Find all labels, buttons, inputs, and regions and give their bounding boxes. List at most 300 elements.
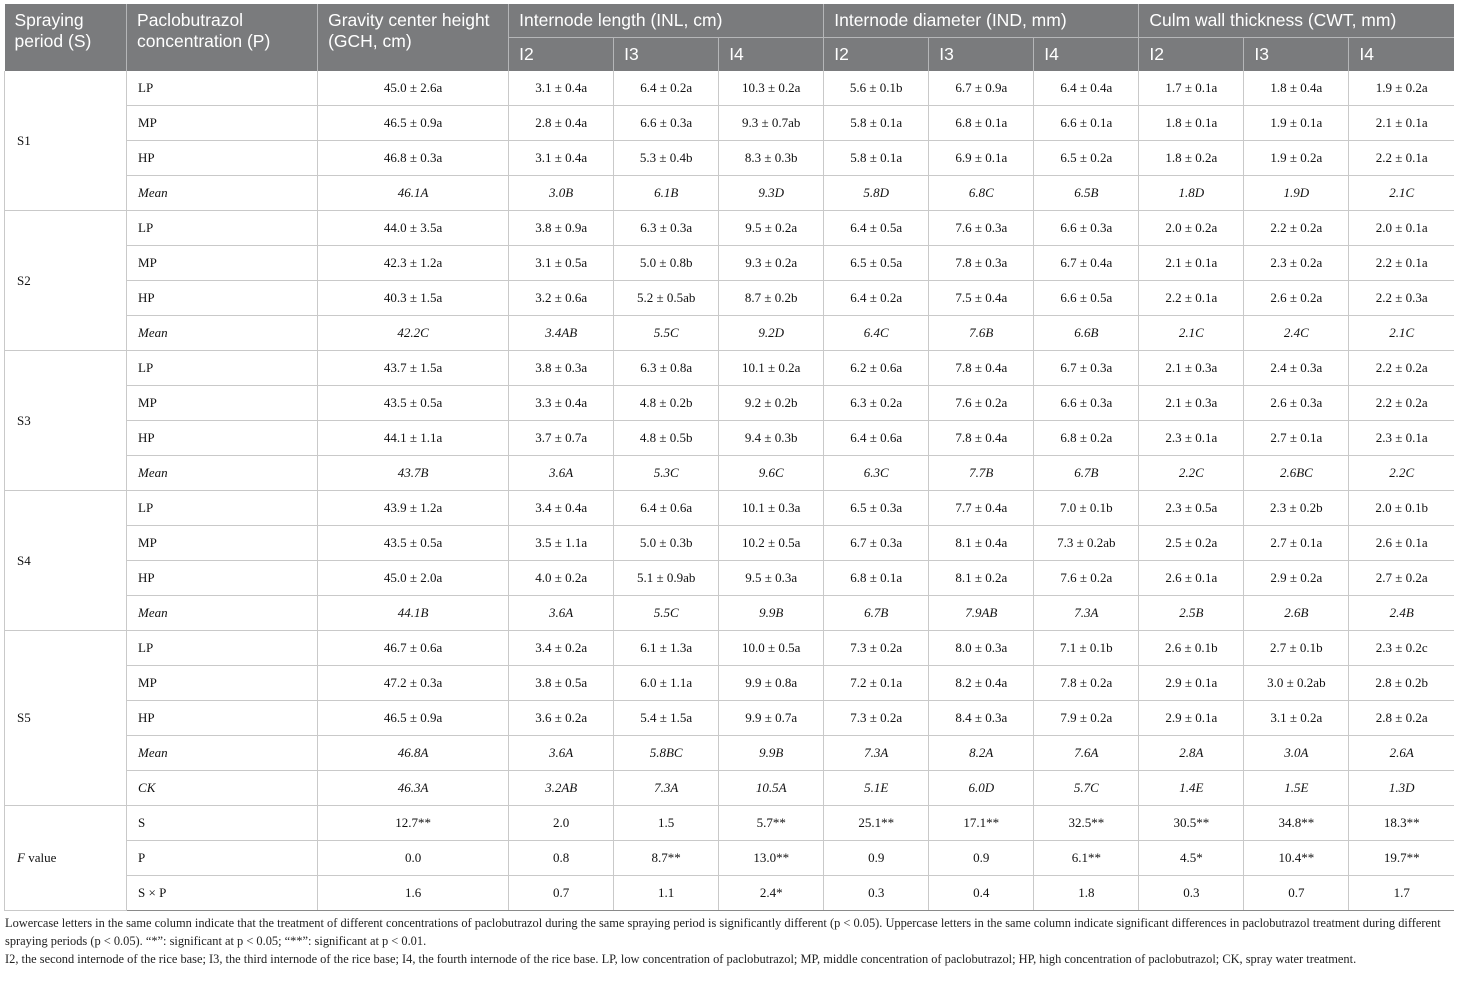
table-cell: 7.9AB [929,596,1034,631]
table-cell: 3.6A [509,456,614,491]
table-cell: 4.8 ± 0.5b [614,421,719,456]
table-cell: 6.0 ± 1.1a [614,666,719,701]
table-cell: 6.6 ± 0.3a [1034,211,1139,246]
period-rest-text: value [24,850,57,865]
table-cell: 2.8 ± 0.2b [1349,666,1454,701]
footnote-significance: Lowercase letters in the same column indicate that the treatment of different concentrations of paclobutrazol during the same spraying period is significantly different (p < 0.05). Uppercase letters in the same column indicate significant differences in paclobutrazol treatment during different spraying periods (p < 0.05). “*”: significant at p < 0.05; “**”: significant at p < 0.01. [5,916,1441,948]
table-cell: 7.6 ± 0.2a [929,386,1034,421]
table-cell: 1.8 ± 0.1a [1139,106,1244,141]
table-footnotes [4,914,1454,968]
header-gravity-center-height: Gravity center height (GCH, cm) [318,4,509,71]
table-cell: 19.7** [1349,841,1454,876]
table-body [5,71,1455,911]
row-label: Mean [127,456,318,491]
table-cell: 2.1C [1349,316,1454,351]
table-row [5,386,1455,421]
row-label: Mean [127,176,318,211]
table-cell: 9.9 ± 0.7a [719,701,824,736]
table-cell: 2.6 ± 0.1a [1349,526,1454,561]
table-cell: 3.3 ± 0.4a [509,386,614,421]
table-row [5,701,1455,736]
table-row [5,71,1455,106]
table-cell: 6.4 ± 0.2a [614,71,719,106]
header-internode-diameter: Internode diameter (IND, mm) [824,4,1139,38]
table-cell: 6.3C [824,456,929,491]
table-cell: 2.1 ± 0.3a [1139,351,1244,386]
table-cell: 3.1 ± 0.5a [509,246,614,281]
row-label: LP [127,351,318,386]
table-cell: 2.0 [509,806,614,841]
table-cell: 6.7B [824,596,929,631]
table-cell: 7.9 ± 0.2a [1034,701,1139,736]
table-cell: 42.3 ± 1.2a [318,246,509,281]
row-label: HP [127,701,318,736]
subheader-ind-i2: I2 [824,38,929,72]
table-cell: 2.4 ± 0.3a [1244,351,1349,386]
table-cell: 9.9B [719,596,824,631]
table-cell: 1.6 [318,876,509,911]
table-cell: 2.9 ± 0.1a [1139,666,1244,701]
table-cell: 7.3A [614,771,719,806]
subheader-inl-i2: I2 [509,38,614,72]
table-cell: 1.8 ± 0.2a [1139,141,1244,176]
table-cell: 5.8 ± 0.1a [824,141,929,176]
table-cell: 9.6C [719,456,824,491]
table-cell: 2.6B [1244,596,1349,631]
table-cell: 4.8 ± 0.2b [614,386,719,421]
table-cell: 47.2 ± 0.3a [318,666,509,701]
table-cell: 6.7 ± 0.9a [929,71,1034,106]
table-cell: 7.3 ± 0.2ab [1034,526,1139,561]
table-row [5,351,1455,386]
table-cell: 2.5B [1139,596,1244,631]
row-label: Mean [127,596,318,631]
table-cell: 13.0** [719,841,824,876]
table-cell: 7.5 ± 0.4a [929,281,1034,316]
table-cell: 0.4 [929,876,1034,911]
table-cell: 2.3 ± 0.1a [1139,421,1244,456]
table-cell: 8.4 ± 0.3a [929,701,1034,736]
data-table [4,4,1454,911]
header-internode-length: Internode length (INL, cm) [509,4,824,38]
table-cell: 2.0 ± 0.1a [1349,211,1454,246]
row-label: LP [127,211,318,246]
table-cell: 46.8 ± 0.3a [318,141,509,176]
table-row [5,106,1455,141]
table-cell: 34.8** [1244,806,1349,841]
subheader-ind-i3: I3 [929,38,1034,72]
table-cell: 46.7 ± 0.6a [318,631,509,666]
table-cell: 0.9 [929,841,1034,876]
table-row [5,876,1455,911]
table-cell: 2.2C [1139,456,1244,491]
row-label: MP [127,246,318,281]
table-cell: 2.3 ± 0.2a [1244,246,1349,281]
table-cell: 9.5 ± 0.2a [719,211,824,246]
table-cell: 2.9 ± 0.2a [1244,561,1349,596]
table-cell: 1.7 ± 0.1a [1139,71,1244,106]
table-cell: 10.5A [719,771,824,806]
table-cell: 1.7 [1349,876,1454,911]
table-cell: 30.5** [1139,806,1244,841]
table-cell: 9.9B [719,736,824,771]
table-cell: 7.6 ± 0.2a [1034,561,1139,596]
row-label: HP [127,421,318,456]
table-row [5,841,1455,876]
table-cell: 6.8 ± 0.1a [929,106,1034,141]
table-cell: 6.4 ± 0.4a [1034,71,1139,106]
row-group-period: S1 [5,71,127,211]
table-cell: 1.5 [614,806,719,841]
table-cell: 5.7C [1034,771,1139,806]
table-cell: 2.2C [1349,456,1454,491]
table-cell: 46.3A [318,771,509,806]
table-cell: 3.8 ± 0.9a [509,211,614,246]
table-cell: 2.6BC [1244,456,1349,491]
table-cell: 2.9 ± 0.1a [1139,701,1244,736]
table-cell: 1.9 ± 0.1a [1244,106,1349,141]
table-cell: 5.1 ± 0.9ab [614,561,719,596]
table-cell: 5.0 ± 0.8b [614,246,719,281]
table-cell: 18.3** [1349,806,1454,841]
table-cell: 6.7B [1034,456,1139,491]
table-cell: 5.6 ± 0.1b [824,71,929,106]
table-cell: 2.6 ± 0.1b [1139,631,1244,666]
table-cell: 8.0 ± 0.3a [929,631,1034,666]
table-cell: 3.6A [509,596,614,631]
table-row [5,561,1455,596]
table-cell: 25.1** [824,806,929,841]
table-cell: 6.4 ± 0.6a [614,491,719,526]
table-cell: 4.5* [1139,841,1244,876]
table-cell: 6.2 ± 0.6a [824,351,929,386]
table-cell: 10.3 ± 0.2a [719,71,824,106]
table-cell: 2.6A [1349,736,1454,771]
table-cell: 5.5C [614,596,719,631]
table-cell: 10.1 ± 0.2a [719,351,824,386]
table-cell: 1.5E [1244,771,1349,806]
row-label: LP [127,71,318,106]
table-cell: 7.7B [929,456,1034,491]
table-cell: 8.7** [614,841,719,876]
table-cell: 2.2 ± 0.1a [1349,246,1454,281]
table-cell: 2.2 ± 0.1a [1349,141,1454,176]
table-cell: 9.5 ± 0.3a [719,561,824,596]
table-cell: 9.9 ± 0.8a [719,666,824,701]
table-cell: 2.8 ± 0.2a [1349,701,1454,736]
row-label: P [127,841,318,876]
table-cell: 7.3 ± 0.2a [824,701,929,736]
table-cell: 46.5 ± 0.9a [318,106,509,141]
table-cell: 7.8 ± 0.3a [929,246,1034,281]
table-cell: 6.6B [1034,316,1139,351]
row-label: MP [127,526,318,561]
table-cell: 2.6 ± 0.3a [1244,386,1349,421]
table-cell: 6.3 ± 0.8a [614,351,719,386]
table-cell: 6.5B [1034,176,1139,211]
table-cell: 2.7 ± 0.2a [1349,561,1454,596]
table-cell: 8.7 ± 0.2b [719,281,824,316]
table-cell: 17.1** [929,806,1034,841]
table-cell: 1.8 ± 0.4a [1244,71,1349,106]
table-cell: 2.4C [1244,316,1349,351]
table-cell: 8.2 ± 0.4a [929,666,1034,701]
table-row [5,491,1455,526]
table-cell: 6.4 ± 0.5a [824,211,929,246]
table-cell: 5.8BC [614,736,719,771]
table-cell: 1.1 [614,876,719,911]
subheader-ind-i4: I4 [1034,38,1139,72]
table-cell: 6.4 ± 0.2a [824,281,929,316]
table-row [5,211,1455,246]
table-cell: 2.3 ± 0.2c [1349,631,1454,666]
table-cell: 4.0 ± 0.2a [509,561,614,596]
table-cell: 3.1 ± 0.2a [1244,701,1349,736]
table-cell: 3.6A [509,736,614,771]
table-cell: 46.1A [318,176,509,211]
subheader-inl-i4: I4 [719,38,824,72]
table-cell: 6.8 ± 0.1a [824,561,929,596]
table-cell: 0.3 [1139,876,1244,911]
table-cell: 5.3C [614,456,719,491]
row-label: MP [127,666,318,701]
table-cell: 6.3 ± 0.3a [614,211,719,246]
table-cell: 2.8 ± 0.4a [509,106,614,141]
table-cell: 42.2C [318,316,509,351]
table-cell: 32.5** [1034,806,1139,841]
table-cell: 2.3 ± 0.2b [1244,491,1349,526]
header-spraying-period: Spraying period (S) [5,4,127,71]
table-cell: 2.8A [1139,736,1244,771]
table-row [5,806,1455,841]
table-cell: 0.0 [318,841,509,876]
table-cell: 0.3 [824,876,929,911]
table-cell: 1.4E [1139,771,1244,806]
table-cell: 3.2AB [509,771,614,806]
table-cell: 6.7 ± 0.3a [824,526,929,561]
table-cell: 10.1 ± 0.3a [719,491,824,526]
table-cell: 3.2 ± 0.6a [509,281,614,316]
table-cell: 5.4 ± 1.5a [614,701,719,736]
table-cell: 5.8D [824,176,929,211]
table-cell: 2.4* [719,876,824,911]
table-cell: 45.0 ± 2.6a [318,71,509,106]
table-cell: 9.3 ± 0.7ab [719,106,824,141]
table-row [5,666,1455,701]
table-cell: 7.3A [1034,596,1139,631]
row-label: MP [127,106,318,141]
table-cell: 44.0 ± 3.5a [318,211,509,246]
table-cell: 6.1 ± 1.3a [614,631,719,666]
row-group-period: S2 [5,211,127,351]
table-cell: 2.1C [1139,316,1244,351]
table-row [5,141,1455,176]
table-cell: 2.6 ± 0.1a [1139,561,1244,596]
table-row [5,421,1455,456]
table-cell: 2.2 ± 0.3a [1349,281,1454,316]
table-row [5,176,1455,211]
table-cell: 43.7 ± 1.5a [318,351,509,386]
table-cell: 7.6B [929,316,1034,351]
table-cell: 7.6 ± 0.3a [929,211,1034,246]
table-cell: 6.1** [1034,841,1139,876]
table-cell: 0.7 [509,876,614,911]
table-cell: 5.7** [719,806,824,841]
table-row [5,316,1455,351]
table-cell: 10.0 ± 0.5a [719,631,824,666]
table-cell: 3.7 ± 0.7a [509,421,614,456]
table-row [5,526,1455,561]
table-cell: 6.5 ± 0.3a [824,491,929,526]
table-cell: 2.4B [1349,596,1454,631]
table-cell: 10.4** [1244,841,1349,876]
header-paclobutrazol-concentration: Paclobutrazol concentration (P) [127,4,318,71]
table-cell: 2.6 ± 0.2a [1244,281,1349,316]
table-cell: 3.0A [1244,736,1349,771]
table-cell: 2.2 ± 0.2a [1244,211,1349,246]
table-cell: 0.9 [824,841,929,876]
table-cell: 6.4C [824,316,929,351]
footnote-abbreviations: I2, the second internode of the rice base; I3, the third internode of the rice base; I4, the fourth internode of the rice base. LP, low concentration of paclobutrazol; MP, middle concentration of paclobutrazol; HP, high concentration of paclobutrazol; CK, spray water treatment. [5,952,1357,966]
table-cell: 8.1 ± 0.2a [929,561,1034,596]
table-cell: 12.7** [318,806,509,841]
table-cell: 6.6 ± 0.5a [1034,281,1139,316]
subheader-cwt-i3: I3 [1244,38,1349,72]
table-row [5,456,1455,491]
row-label: LP [127,491,318,526]
table-cell: 6.9 ± 0.1a [929,141,1034,176]
row-label: S [127,806,318,841]
table-cell: 8.2A [929,736,1034,771]
table-cell: 7.0 ± 0.1b [1034,491,1139,526]
row-label: Mean [127,316,318,351]
table-cell: 6.8C [929,176,1034,211]
table-cell: 6.5 ± 0.5a [824,246,929,281]
table-cell: 3.6 ± 0.2a [509,701,614,736]
table-cell: 40.3 ± 1.5a [318,281,509,316]
row-label: S × P [127,876,318,911]
table-cell: 7.7 ± 0.4a [929,491,1034,526]
table-cell: 6.6 ± 0.3a [1034,386,1139,421]
table-row [5,631,1455,666]
row-group-period [5,806,127,911]
table-cell: 6.8 ± 0.2a [1034,421,1139,456]
table-cell: 5.1E [824,771,929,806]
table-cell: 10.2 ± 0.5a [719,526,824,561]
table-cell: 1.9D [1244,176,1349,211]
table-cell: 9.4 ± 0.3b [719,421,824,456]
table-cell: 3.8 ± 0.5a [509,666,614,701]
row-label: MP [127,386,318,421]
table-cell: 1.8 [1034,876,1139,911]
table-cell: 3.1 ± 0.4a [509,71,614,106]
table-row [5,596,1455,631]
table-cell: 43.5 ± 0.5a [318,526,509,561]
row-group-period: S5 [5,631,127,806]
subheader-cwt-i2: I2 [1139,38,1244,72]
table-cell: 7.1 ± 0.1b [1034,631,1139,666]
table-cell: 2.2 ± 0.2a [1349,351,1454,386]
table-cell: 2.0 ± 0.2a [1139,211,1244,246]
table-cell: 2.3 ± 0.5a [1139,491,1244,526]
table-cell: 3.4AB [509,316,614,351]
table-cell: 2.3 ± 0.1a [1349,421,1454,456]
table-cell: 2.1C [1349,176,1454,211]
table-cell: 2.2 ± 0.1a [1139,281,1244,316]
table-cell: 2.1 ± 0.1a [1139,246,1244,281]
table-cell: 3.5 ± 1.1a [509,526,614,561]
table-cell: 6.3 ± 0.2a [824,386,929,421]
table-row [5,281,1455,316]
table-cell: 5.8 ± 0.1a [824,106,929,141]
table-cell: 7.3 ± 0.2a [824,631,929,666]
table-cell: 44.1B [318,596,509,631]
table-cell: 1.9 ± 0.2a [1349,71,1454,106]
table-header [5,4,1455,71]
table-cell: 46.8A [318,736,509,771]
table-cell: 1.3D [1349,771,1454,806]
row-group-period: S3 [5,351,127,491]
table-cell: 3.4 ± 0.4a [509,491,614,526]
table-cell: 6.0D [929,771,1034,806]
table-cell: 3.4 ± 0.2a [509,631,614,666]
period-italic-letter: F [17,850,25,865]
table-row [5,246,1455,281]
table-cell: 3.8 ± 0.3a [509,351,614,386]
table-cell: 0.8 [509,841,614,876]
table-cell: 46.5 ± 0.9a [318,701,509,736]
table-cell: 7.8 ± 0.4a [929,351,1034,386]
header-culm-wall-thickness: Culm wall thickness (CWT, mm) [1139,4,1454,38]
table-cell: 8.3 ± 0.3b [719,141,824,176]
row-label: LP [127,631,318,666]
table-row [5,771,1455,806]
table-cell: 44.1 ± 1.1a [318,421,509,456]
table-cell: 9.2 ± 0.2b [719,386,824,421]
table-cell: 2.1 ± 0.3a [1139,386,1244,421]
table-cell: 2.1 ± 0.1a [1349,106,1454,141]
table-cell: 9.2D [719,316,824,351]
table-cell: 1.8D [1139,176,1244,211]
table-cell: 45.0 ± 2.0a [318,561,509,596]
table-cell: 8.1 ± 0.4a [929,526,1034,561]
table-cell: 9.3D [719,176,824,211]
table-cell: 2.5 ± 0.2a [1139,526,1244,561]
table-cell: 9.3 ± 0.2a [719,246,824,281]
table-cell: 0.7 [1244,876,1349,911]
table-cell: 43.9 ± 1.2a [318,491,509,526]
table-cell: 5.2 ± 0.5ab [614,281,719,316]
table-cell: 2.0 ± 0.1b [1349,491,1454,526]
table-cell: 5.0 ± 0.3b [614,526,719,561]
subheader-cwt-i4: I4 [1349,38,1454,72]
table-cell: 6.6 ± 0.3a [614,106,719,141]
table-cell: 3.0B [509,176,614,211]
table-cell: 7.3A [824,736,929,771]
table-cell: 6.6 ± 0.1a [1034,106,1139,141]
table-cell: 2.7 ± 0.1b [1244,631,1349,666]
subheader-inl-i3: I3 [614,38,719,72]
table-cell: 1.9 ± 0.2a [1244,141,1349,176]
table-cell: 6.1B [614,176,719,211]
table-cell: 6.7 ± 0.4a [1034,246,1139,281]
table-cell: 3.0 ± 0.2ab [1244,666,1349,701]
row-label: CK [127,771,318,806]
row-label: HP [127,561,318,596]
row-label: HP [127,281,318,316]
table-cell: 43.7B [318,456,509,491]
table-row [5,736,1455,771]
